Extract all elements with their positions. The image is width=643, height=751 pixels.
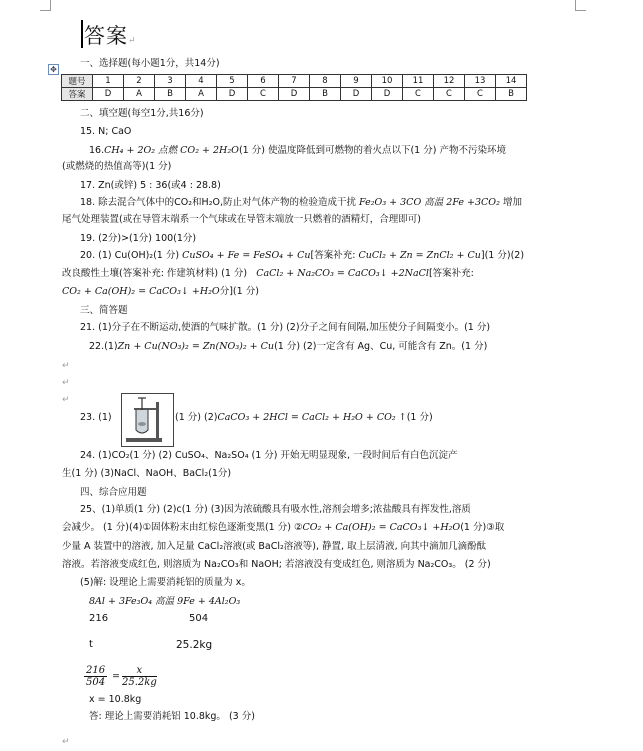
answer-23-equation: CaCO₃ + 2HCl = CaCl₂ + H₂O + CO₂ ↑ bbox=[217, 412, 407, 423]
table-cell: D bbox=[279, 88, 310, 101]
answer-15: 15. N; CaO bbox=[80, 126, 132, 137]
table-cell: 9 bbox=[341, 75, 372, 88]
fraction-left-denominator: 504 bbox=[86, 677, 106, 688]
fraction-equals: = bbox=[112, 671, 120, 682]
answer-20-part1: 20. (1) Cu(OH)₂(1 分) bbox=[80, 250, 180, 261]
table-cell: 10 bbox=[372, 75, 403, 88]
answer-21: 21. (1)分子在不断运动,使酒的气味扩散。(1 分) (2)分子之间有间隔,加压使分子间隔变小。(1 分) bbox=[80, 322, 491, 333]
answer-20-equation-2: CuCl₂ + Zn = ZnCl₂ + Cu bbox=[358, 250, 481, 261]
cursor-bar bbox=[81, 20, 83, 48]
answer-25-part4-score: (1 分)③取 bbox=[460, 522, 505, 533]
answer-16-text: (1 分) 使温度降低到可燃物的着火点以下(1 分) 产物不污染环境 bbox=[238, 145, 506, 156]
answer-16-line2: (或燃烧的热值高等)(1 分) bbox=[62, 161, 172, 172]
table-cell: 3 bbox=[155, 75, 186, 88]
answer-23-score-2: (1 分) bbox=[406, 412, 433, 423]
answer-20-line2 bbox=[62, 268, 474, 280]
answer-18-text: 18. 除去混合气体中的CO₂和H₂O,防止对气体产物的检验造成干扰 bbox=[80, 197, 356, 208]
fraction-right-numerator: x bbox=[122, 665, 157, 677]
answer-18-line2: 尾气处理装置(或在导管末端系一个气球或在导管末端放一只燃着的酒精灯，合理即可) bbox=[62, 214, 421, 225]
table-cell: 5 bbox=[217, 75, 248, 88]
table-cell: 14 bbox=[496, 75, 527, 88]
answer-24-line1: 24. (1)CO₂(1 分) (2) CuSO₄、Na₂SO₄ (1 分) 开始无明显现象, 一段时间后有白色沉淀产 bbox=[80, 450, 458, 461]
table-header-cell: 题号 bbox=[62, 75, 93, 88]
table-cell: 12 bbox=[434, 75, 465, 88]
table-cell: C bbox=[434, 88, 465, 101]
answer-16-line1 bbox=[89, 145, 506, 157]
answer-18-equation: Fe₂O₃ + 3CO 高温 2Fe +3CO₂ bbox=[359, 197, 500, 208]
answer-25-solution: (5)解: 设理论上需要消耗铝的质量为 x。 bbox=[80, 577, 251, 588]
calc-result: x = 10.8kg bbox=[89, 694, 142, 705]
fraction-right-denominator: 25.2kg bbox=[122, 677, 157, 688]
page-title: 答案↵ bbox=[84, 24, 137, 48]
table-cell: 2 bbox=[124, 75, 155, 88]
table-cell: 4 bbox=[186, 75, 217, 88]
table-header-cell: 答案 bbox=[62, 88, 93, 101]
table-cell: D bbox=[93, 88, 124, 101]
answer-20-equation-1: CuSO₄ + Fe = FeSO₄ + Cu bbox=[182, 250, 311, 261]
table-cell: A bbox=[186, 88, 217, 101]
answer-23-score: (1 分) (2) bbox=[175, 412, 218, 423]
table-cell: D bbox=[341, 88, 372, 101]
table-cell: 7 bbox=[279, 75, 310, 88]
answer-19: 19. (2分)>(1分) 100(1分) bbox=[80, 233, 197, 244]
calc-answer: 答: 理论上需要消耗铝 10.8kg。 (3 分) bbox=[89, 711, 255, 722]
answer-20-equation-3: CaCl₂ + Na₂CO₃ = CaCO₃↓ +2NaCl bbox=[256, 268, 429, 279]
table-cell: C bbox=[248, 88, 279, 101]
answer-25-line1: 25、(1)单质(1 分) (2)c(1 分) (3)因为浓硫酸具有吸水性,溶剂会增多;浓盐酸具有挥发性,溶质 bbox=[80, 504, 471, 515]
table-cell: D bbox=[372, 88, 403, 101]
answer-18-line1 bbox=[80, 197, 522, 209]
empty-paragraph-mark: ↵ bbox=[62, 378, 70, 388]
answer-20-score: ](1 分)(2) bbox=[480, 250, 525, 261]
section-2-heading: 二、填空题(每空1分,共16分) bbox=[80, 108, 204, 119]
answer-20-part2: 改良酸性土壤(答案补充: 作建筑材料) (1 分) bbox=[62, 268, 248, 279]
table-cell: B bbox=[155, 88, 186, 101]
table-cell: B bbox=[310, 88, 341, 101]
answer-20-supplement: [答案补充: bbox=[310, 250, 356, 261]
answer-20-score-2: 分](1 分) bbox=[219, 286, 259, 297]
answer-22-number: 22.(1) bbox=[89, 341, 118, 352]
section-4-heading: 四、综合应用题 bbox=[80, 487, 147, 498]
empty-paragraph-mark: ↵ bbox=[62, 361, 70, 371]
empty-paragraph-mark: ↵ bbox=[62, 395, 70, 405]
fraction-left bbox=[84, 665, 107, 688]
answer-25-equation: CO₂ + Ca(OH)₂ = CaCO₃↓ +H₂O bbox=[302, 522, 461, 533]
table-cell: 6 bbox=[248, 75, 279, 88]
table-move-handle-icon[interactable]: ✥ bbox=[48, 64, 59, 75]
answer-18-suffix: 增加 bbox=[502, 197, 522, 208]
section-3-heading: 三、简答题 bbox=[80, 305, 128, 316]
answer-25-equation-2: 8Al + 3Fe₃O₄ 高温 9Fe + 4Al₂O₃ bbox=[89, 596, 241, 607]
table-cell: 11 bbox=[403, 75, 434, 88]
empty-paragraph-mark: ↵ bbox=[62, 737, 70, 747]
page-corner-mark bbox=[575, 0, 586, 11]
answer-25-line3: 少量 A 装置中的溶液, 加入足量 CaCl₂溶液(或 BaCl₂溶液等), 静置, 取上层清液, 向其中滴加几滴酚酞 bbox=[62, 541, 487, 552]
lab-apparatus-image bbox=[121, 393, 174, 447]
answer-20-line1 bbox=[80, 250, 524, 262]
table-row bbox=[62, 88, 527, 101]
calc-504: 504 bbox=[189, 613, 209, 624]
answer-17: 17. Zn(或锌) 5 : 36(或4 : 28.8) bbox=[80, 180, 221, 191]
answer-23-label: 23. (1) bbox=[80, 412, 112, 423]
table-cell: 13 bbox=[465, 75, 496, 88]
answer-20-supplement-2: [答案补充: bbox=[428, 268, 474, 279]
table-cell: C bbox=[465, 88, 496, 101]
table-cell: B bbox=[496, 88, 527, 101]
table-cell: A bbox=[124, 88, 155, 101]
section-1-heading: 一、选择题(每小题1分，共14分) bbox=[80, 58, 220, 69]
answer-23-line bbox=[175, 412, 433, 424]
calc-216: 216 bbox=[89, 613, 109, 624]
answer-25-line4: 溶液。若溶液变成红色, 则溶质为 Na₂CO₃和 NaOH; 若溶液没有变成红色, 则溶质为 Na₂CO₃。 (2 分) bbox=[62, 559, 491, 570]
answer-24-line2: 生(1 分) (3)NaCl、NaOH、BaCl₂(1分) bbox=[62, 468, 232, 479]
table-row bbox=[62, 75, 527, 88]
table-cell: D bbox=[217, 88, 248, 101]
fraction-right bbox=[122, 665, 157, 688]
answer-16-number: 16. bbox=[89, 145, 105, 156]
answer-20-line3 bbox=[62, 286, 259, 298]
fraction-left-numerator: 216 bbox=[86, 665, 106, 676]
table-cell: 1 bbox=[93, 75, 124, 88]
answer-table bbox=[61, 74, 527, 101]
table-cell: 8 bbox=[310, 75, 341, 88]
answer-22-equation: Zn + Cu(NO₃)₂ = Zn(NO₃)₂ + Cu bbox=[117, 341, 275, 352]
calc-mass: 25.2kg bbox=[176, 639, 213, 651]
answer-22-text: (1 分) (2)一定含有 Ag、Cu, 可能含有 Zn。(1 分) bbox=[274, 341, 488, 352]
table-cell: C bbox=[403, 88, 434, 101]
page-corner-mark bbox=[40, 0, 51, 11]
answer-25-part4: 会减少。 (1 分)(4)①固体粉末由红棕色逐渐变黑(1 分) ② bbox=[62, 522, 303, 533]
answer-25-line2 bbox=[62, 522, 504, 534]
answer-22 bbox=[89, 341, 487, 353]
answer-16-equation: CH₄ + 2O₂ 点燃 CO₂ + 2H₂O bbox=[104, 145, 239, 156]
answer-20-equation-4: CO₂ + Ca(OH)₂ = CaCO₃↓ +H₂O bbox=[62, 286, 220, 297]
calc-t: t bbox=[89, 639, 93, 650]
